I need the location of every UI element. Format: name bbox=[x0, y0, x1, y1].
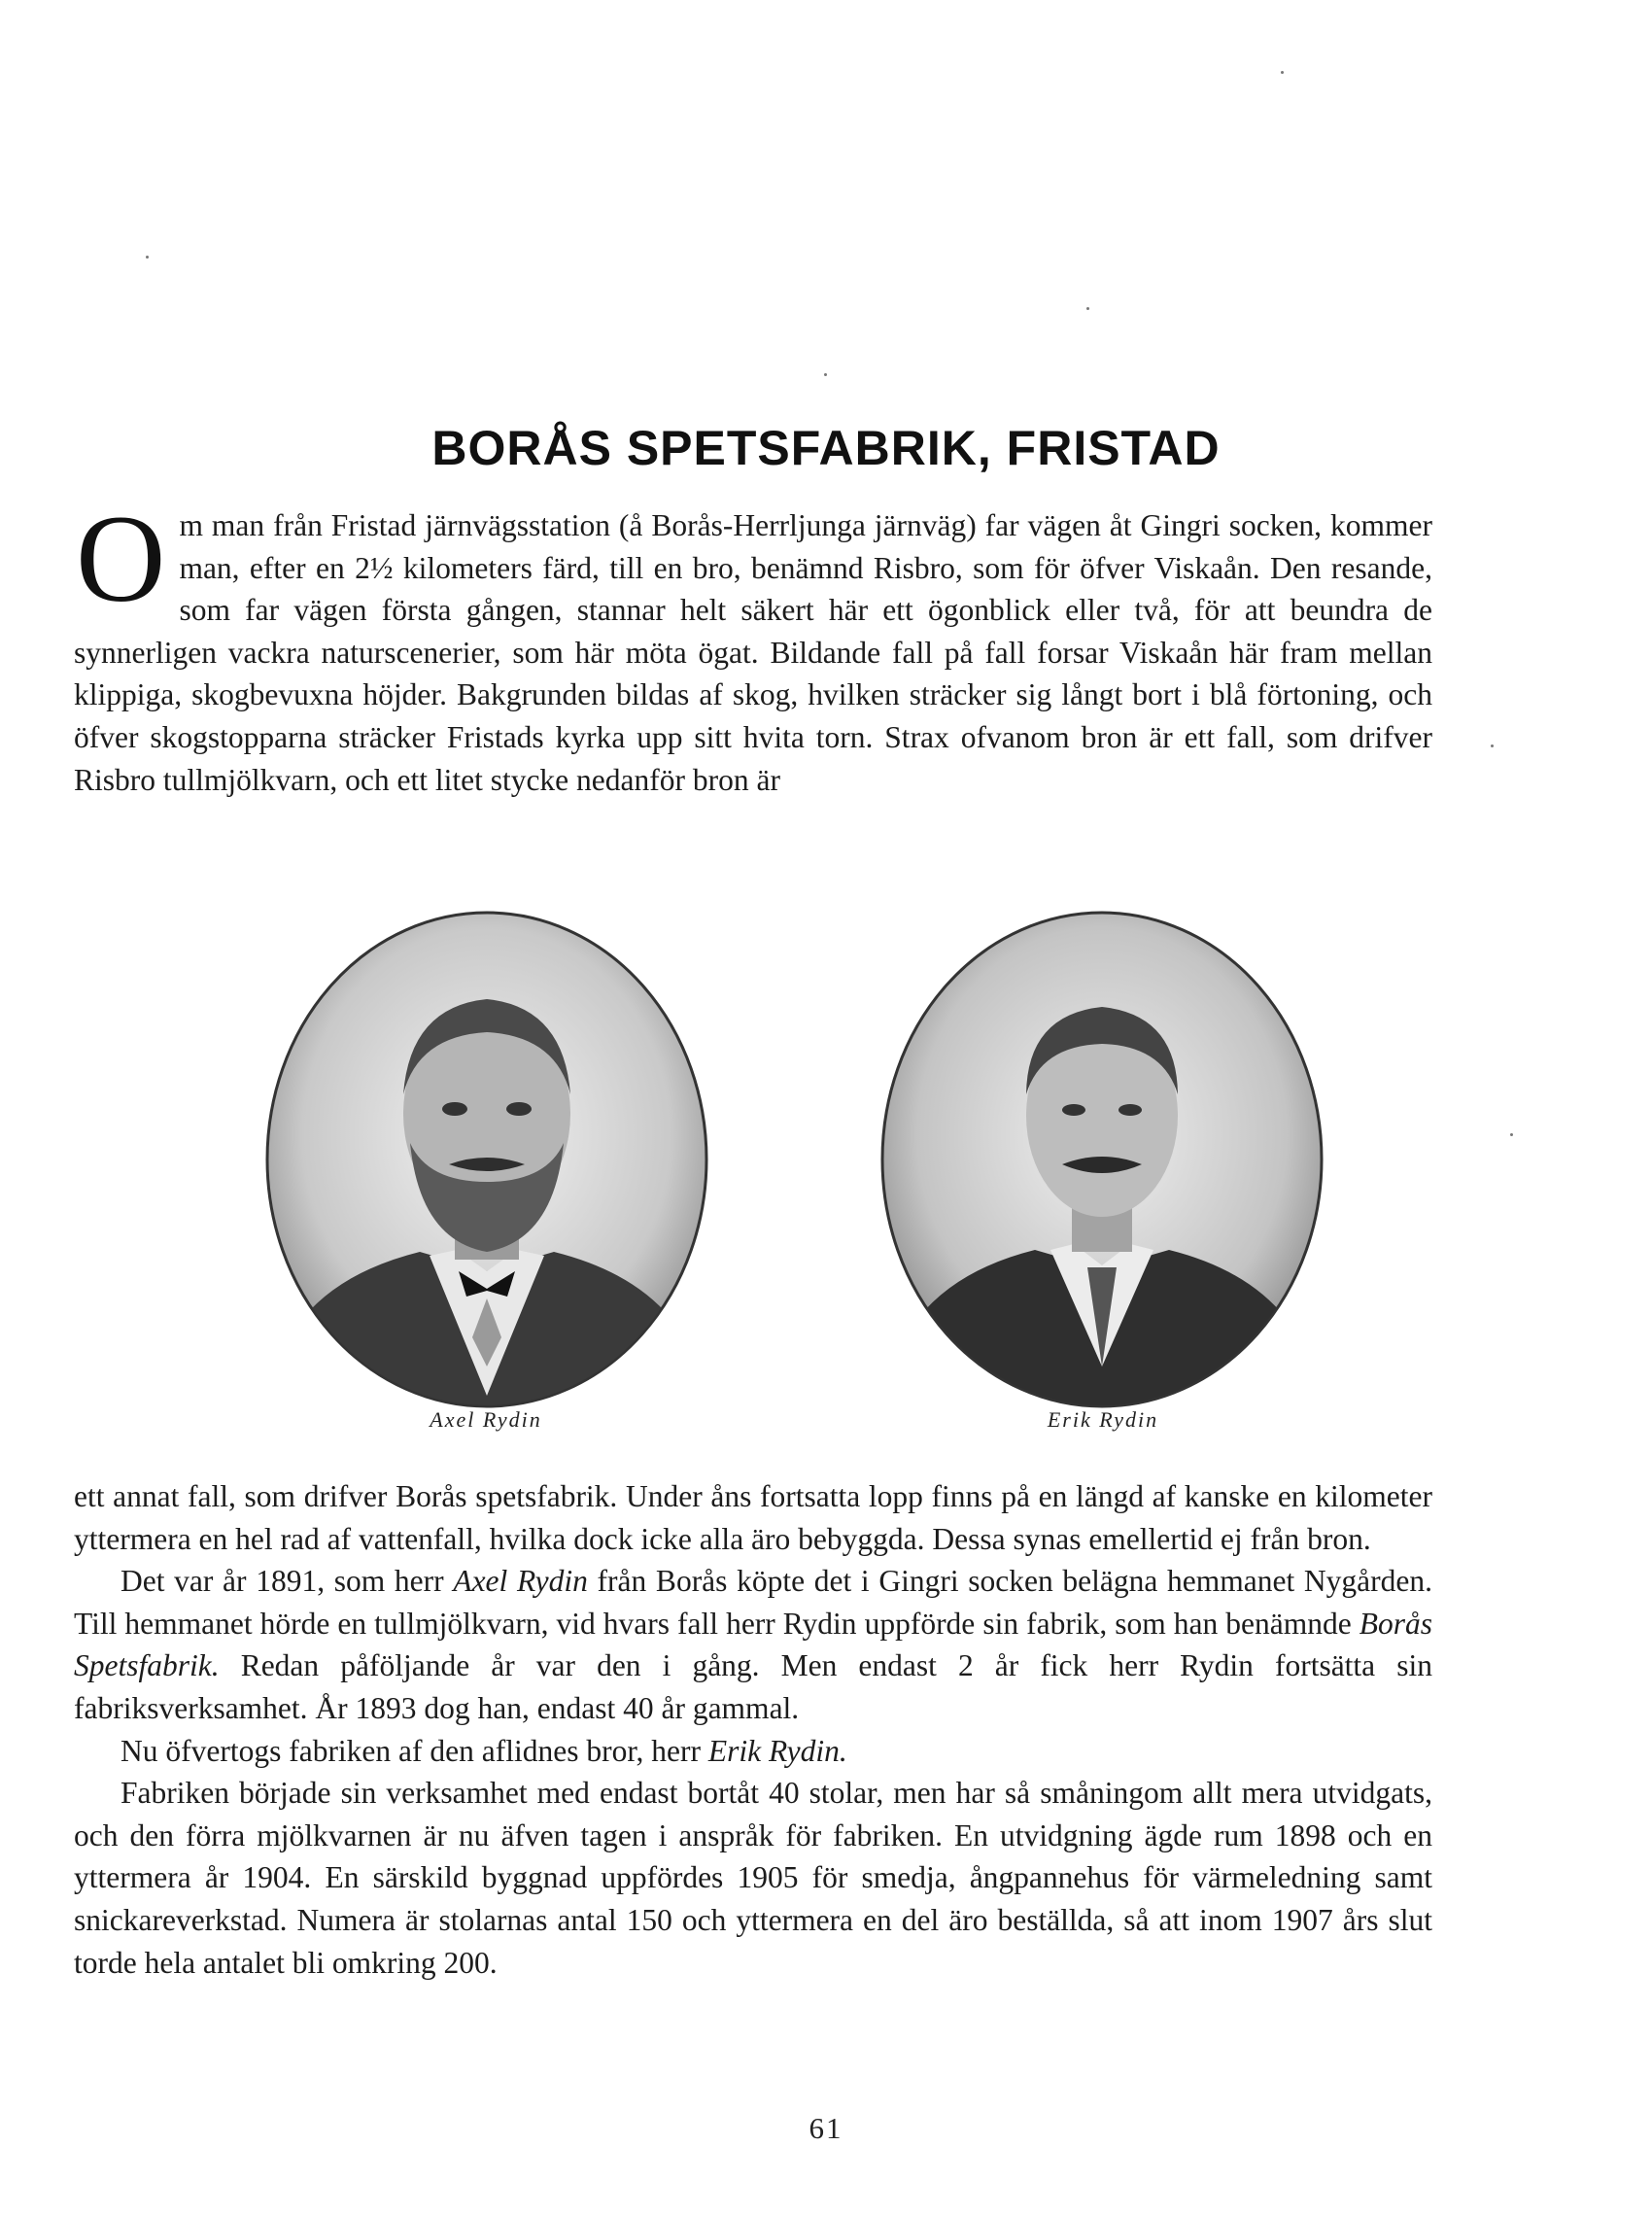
scan-speck bbox=[1086, 307, 1089, 310]
caption-erik-rydin: Erik Rydin bbox=[1047, 1407, 1159, 1432]
portrait-photo-icon bbox=[879, 910, 1325, 1409]
intro-paragraph bbox=[74, 490, 1432, 801]
intro-text: m man från Fristad järnvägsstation (å Borås-Herrljunga järnväg) far vägen åt Gingri socken, kommer man, efter en 2½ kilometers färd, till en bro, benämnd Risbro, som för öfver Viskaån. Den resande, som far vägen första gången, stannar helt säkert här ett ögonblick eller två, för att beundra de synnerligen vackra naturscenerier, som här möta ögat. Bildande fall på fall forsar Viskaån här fram mellan klippiga, skogbevuxna höjder. Bakgrunden bildas af skog, hvilken sträcker sig långt bort i blå förtoning, och öfver skogstopparna sträcker Fristads kyrka upp sitt hvita torn. Strax ofvanom bron är ett fall, som drifver Risbro tullmjölkvarn, och ett litet stycke nedanför bron är bbox=[74, 508, 1432, 797]
page-title: BORÅS SPETSFABRIK, FRISTAD bbox=[431, 421, 1221, 475]
page-number: 61 bbox=[809, 2111, 843, 2145]
founder-name: Axel Rydin bbox=[453, 1564, 588, 1599]
scan-speck bbox=[1510, 1133, 1513, 1136]
paragraph-founding bbox=[74, 1560, 1432, 1729]
founding-text-2: från Borås köpte det i Gingri socken belägna hemmanet Nygården. Till hemmanet hörde en tullmjölkvarn, vid hvars fall herr Rydin uppförde sin fabrik, som han benämnde bbox=[74, 1564, 1432, 1641]
scan-speck bbox=[1491, 744, 1494, 747]
drop-cap: O bbox=[76, 490, 166, 628]
successor-name: Erik Rydin. bbox=[707, 1733, 847, 1768]
paragraph-succession bbox=[74, 1730, 1432, 1773]
founding-text-3: Redan påföljande år var den i gång. Men endast 2 år fick herr Rydin fortsätta sin fabriksverksamhet. År 1893 dog han, endast 40 år gammal. bbox=[74, 1648, 1432, 1725]
portrait-photo-icon bbox=[264, 910, 709, 1409]
portrait-axel-rydin bbox=[264, 910, 709, 1409]
paragraph-expansion: Fabriken började sin verksamhet med endast bortåt 40 stolar, men har så småningom allt mera utvidgats, och den förra mjölkvarnen är nu äfven tagen i anspråk för fabriken. En utvidgning ägde rum 1898 och en yttermera år 1904. En särskild byggnad uppfördes 1905 för smedja, ångpannehus för värmeledning samt snickareverkstad. Numera är stolarnas antal 150 och yttermera en del äro beställda, så att inom 1907 års slut torde hela antalet bli omkring 200. bbox=[74, 1776, 1432, 1980]
factory-name: Borås Spetsfabrik. bbox=[74, 1606, 1432, 1683]
scan-speck bbox=[1281, 71, 1284, 74]
portrait-erik-rydin bbox=[879, 910, 1325, 1409]
body-text bbox=[74, 1475, 1432, 1984]
founding-text-1: Det var år 1891, som herr bbox=[120, 1564, 454, 1599]
continuation-paragraph: ett annat fall, som drifver Borås spetsfabrik. Under åns fortsatta lopp finns på en längd af kanske en kilometer yttermera en hel rad af vattenfall, hvilka dock icke alla äro bebyggda. Dessa synas emellertid ej från bron. bbox=[74, 1479, 1432, 1556]
scan-speck bbox=[824, 373, 827, 376]
scan-speck bbox=[146, 256, 149, 259]
caption-axel-rydin: Axel Rydin bbox=[430, 1407, 542, 1432]
succession-text: Nu öfvertogs fabriken af den aflidnes bror, herr bbox=[120, 1733, 708, 1768]
